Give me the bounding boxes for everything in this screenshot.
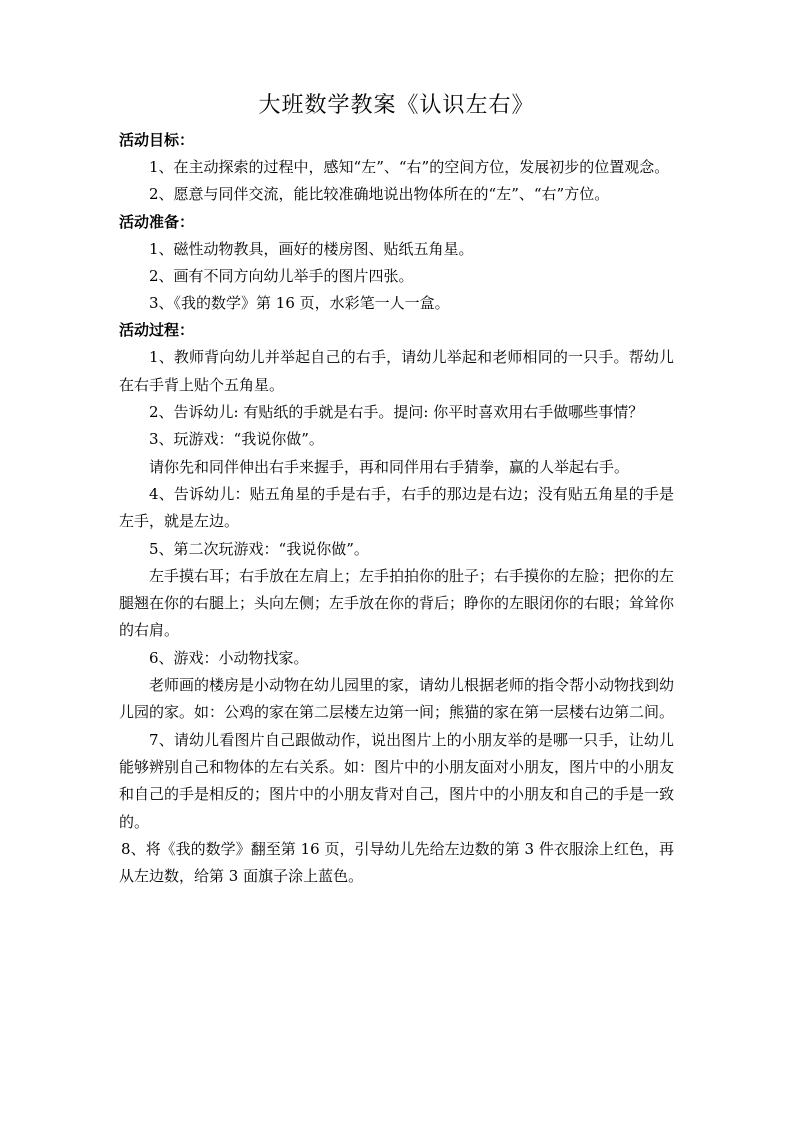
paragraph: 5、第二次玩游戏：“我说你做”。 (149, 539, 369, 558)
section-preparation (119, 209, 674, 318)
paragraph: 1、在主动探索的过程中，感知“左”、“右”的空间方位，发展初步的位置观念。 (149, 158, 670, 176)
paragraph: 老师画的楼房是小动物在幼儿园里的家，请幼儿根据老师的指令帮小动物找到幼儿园的家。如：公鸡的家在第二层楼左边第一间；熊猫的家在第一层楼右边第二间。 (119, 676, 675, 722)
paragraph: 3、玩游戏：“我说你做”。 (149, 430, 324, 449)
paragraph: 左手摸右耳；右手放在左肩上；左手拍拍你的肚子；右手摸你的左脸；把你的左腿翘在你的右腿上；头向左侧；左手放在你的背后；睁你的左眼闭你的右眼；耸耸你的右肩。 (119, 566, 675, 640)
paragraph: 1、磁性动物教具，画好的楼房图、贴纸五角星。 (149, 239, 474, 258)
paragraph: 2、告诉幼儿: 有贴纸的手就是右手。提问: 你平时喜欢用右手做哪些事情？ (149, 403, 644, 422)
paragraph: 1、教师背向幼儿并举起自己的右手，请幼儿举起和老师相同的一只手。帮幼儿在右手背上贴个五角星。 (119, 348, 674, 394)
paragraph: 7、请幼儿看图片自己跟做动作，说出图片上的小朋友举的是哪一只手，让幼儿能够辨别自己和物体的左右关系。如：图片中的小朋友面对小朋友，图片中的小朋友和自己的手是相反的；图片中的小朋友背对自己，图片中的小朋友和自己的手是一致的。 (119, 730, 675, 831)
paragraph: 4、告诉幼儿：贴五角星的手是右手，右手的那边是右边；没有贴五角星的手是左手，就是左边。 (119, 484, 674, 531)
section-heading: 活动过程： (119, 321, 195, 340)
paragraph: 6、游戏：小动物找家。 (149, 648, 309, 667)
paragraph: 2、画有不同方向幼儿举手的图片四张。 (149, 266, 414, 285)
paragraph: 3、《我的数学》第 16 页，水彩笔一人一盒。 (149, 294, 450, 313)
section-goals (119, 127, 674, 209)
paragraph: 8、将《我的数学》翻至第 16 页，引导幼儿先给左边数的第 3 件衣服涂上红色，再从左边数，给第 3 面旗子涂上蓝色。 (119, 839, 674, 886)
document-title: 大班数学教案《认识左右》 (258, 93, 535, 118)
paragraph: 2、愿意与同伴交流，能比较准确地说出物体所在的“左”、“右”方位。 (149, 185, 610, 204)
section-process (119, 317, 674, 890)
document-page (119, 91, 674, 890)
section-heading: 活动目标： (119, 131, 195, 149)
section-heading: 活动准备： (119, 212, 195, 231)
paragraph: 请你先和同伴伸出右手来握手，再和同伴用右手猜拳，赢的人举起右手。 (149, 457, 630, 476)
